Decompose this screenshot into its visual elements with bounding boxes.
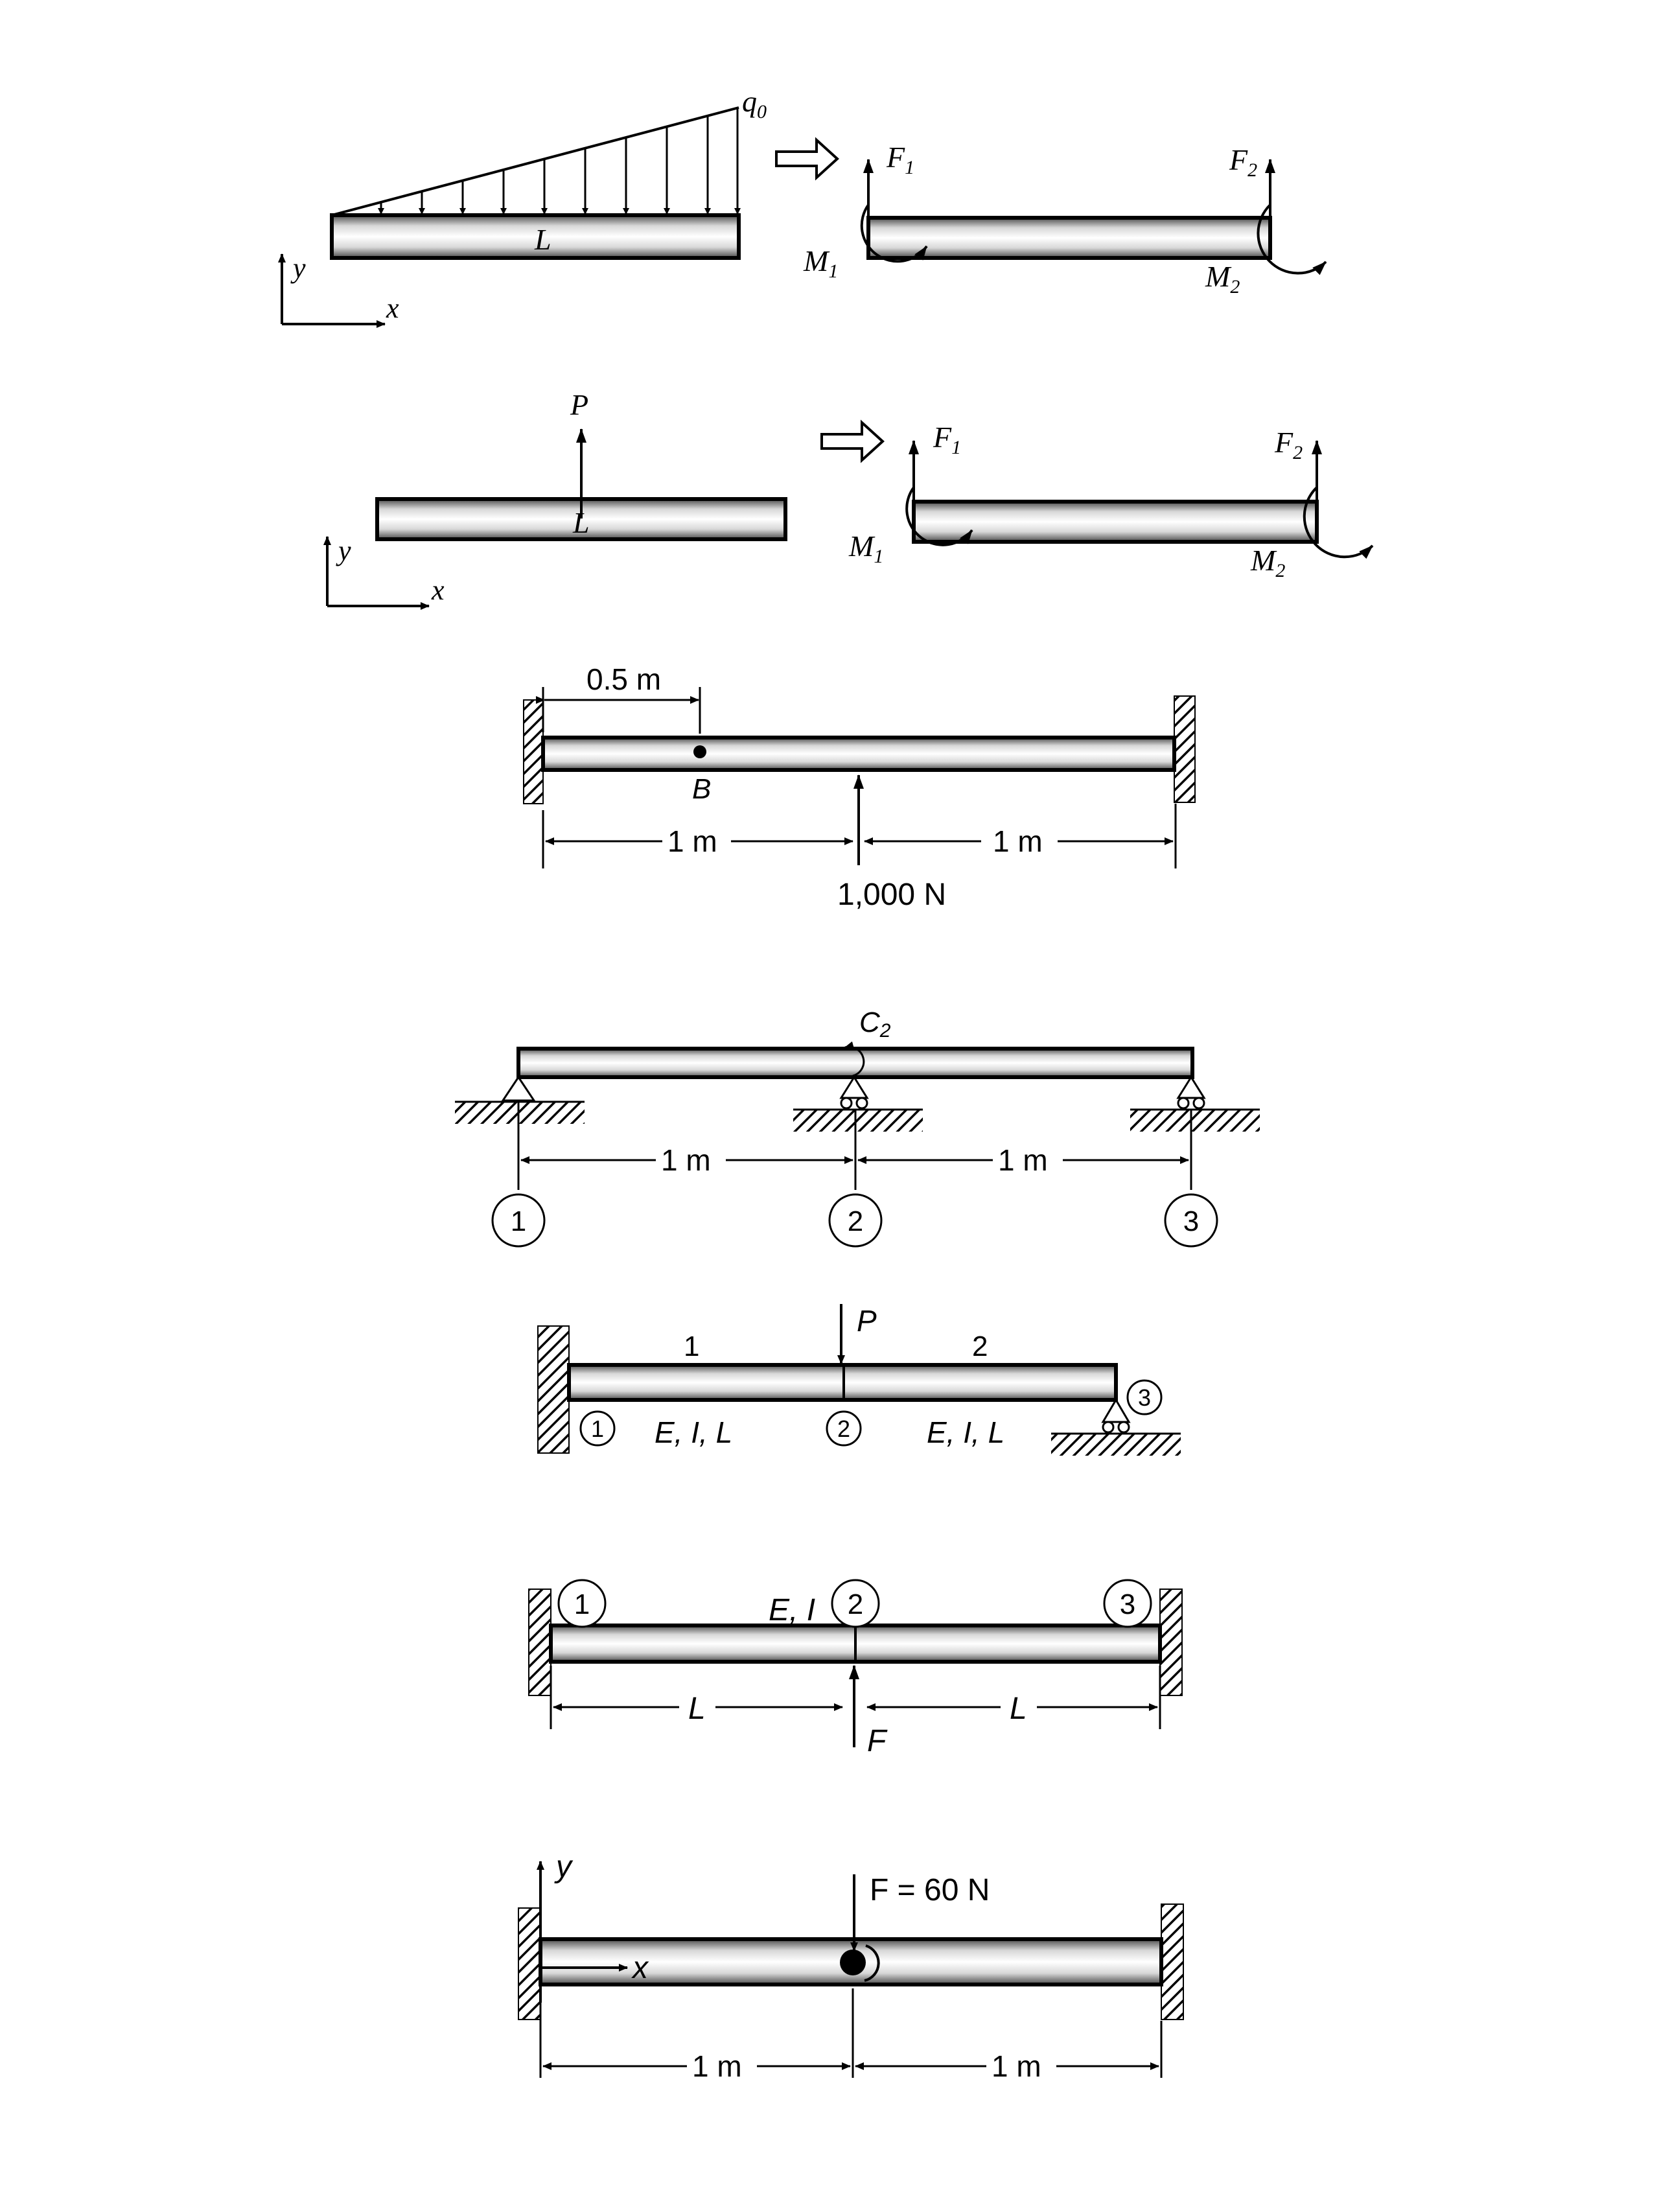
- fig4-node-1-label: 1: [510, 1205, 527, 1237]
- fig3-offset-label: 0.5 m: [586, 662, 662, 696]
- fig5-node-2-label: 2: [837, 1415, 851, 1442]
- fig7-fixed-fixed-beam: [518, 1850, 1183, 2083]
- fig1-load-slope: [332, 108, 739, 215]
- fig2-axes: [327, 535, 445, 606]
- fig4-right-span-label: 1 m: [998, 1143, 1048, 1177]
- fig7-load-point: [840, 1950, 866, 1975]
- fig2-axis-x-label: x: [432, 574, 445, 606]
- fig3-left-span-label: 1 m: [667, 824, 717, 858]
- fig6-node-2-label: 2: [847, 1589, 864, 1620]
- fig6-right-span-label: L: [1010, 1692, 1027, 1726]
- fig2-P-label: P: [570, 388, 589, 421]
- fig4-node-2-label: 2: [847, 1205, 864, 1237]
- fig6-force-label: F: [867, 1724, 887, 1758]
- fig4-continuous-beam: [455, 1007, 1260, 1246]
- fig3-force-label: 1,000 N: [837, 878, 947, 912]
- fig3-beam: [543, 738, 1174, 770]
- fig6-node-3-label: 3: [1119, 1589, 1136, 1620]
- fig3-point-B: [693, 745, 706, 758]
- fig5-props-1-label: E, I, L: [655, 1415, 733, 1449]
- fig5-P-label: P: [857, 1304, 877, 1338]
- fig2-length-label: L: [573, 506, 590, 539]
- fig7-force-label: F = 60 N: [870, 1873, 990, 1907]
- fixed-support-hatch: [1174, 696, 1195, 802]
- fig4-node-3-label: 3: [1183, 1205, 1200, 1237]
- fig5-propped-cantilever: [538, 1304, 1181, 1456]
- fig1-q0-label: $q_0$: [742, 85, 767, 122]
- roller-support-icon: [1130, 1077, 1260, 1132]
- fig2-F2-label: $F_2$: [1275, 426, 1303, 463]
- double-arrow-icon: [822, 423, 883, 460]
- fixed-support-hatch: [524, 700, 543, 804]
- fig7-right-span-label: 1 m: [992, 2049, 1041, 2083]
- fig1-F1-label: $F_1$: [887, 141, 915, 178]
- fig2-point-load-beam: [327, 388, 1373, 606]
- fig2-M1-label: $M_1$: [849, 530, 884, 567]
- fig5-props-2-label: E, I, L: [927, 1415, 1005, 1449]
- fig3-right-span-label: 1 m: [993, 824, 1043, 858]
- fig1-axes: [282, 252, 399, 324]
- fig7-axis-y-label: y: [556, 1850, 572, 1884]
- fig1-axis-x-label: x: [386, 292, 399, 324]
- fig4-beam: [518, 1049, 1192, 1077]
- fig1-M1-label: $M_1$: [804, 244, 839, 282]
- fixed-support-hatch: [529, 1589, 551, 1695]
- fig2-axis-y-label: y: [338, 535, 351, 566]
- fig2-fbd-beam: [914, 502, 1317, 542]
- fig7-left-span-label: 1 m: [692, 2049, 742, 2083]
- pin-support-icon: [455, 1077, 585, 1124]
- fig3-fixed-fixed-beam: [524, 662, 1195, 912]
- fixed-support-hatch: [538, 1326, 569, 1453]
- fig3-B-label: B: [692, 773, 712, 805]
- fixed-support-hatch: [1161, 1904, 1183, 2020]
- fig2-M2-label: $M_2$: [1251, 544, 1286, 581]
- fig5-node-3-label: 3: [1137, 1384, 1152, 1411]
- fig4-moment-label: C2: [859, 1007, 891, 1042]
- fig1-length-label: L: [535, 223, 551, 256]
- fig2-F1-label: $F_1$: [933, 421, 962, 458]
- fig5-element-1-label: 1: [684, 1331, 700, 1362]
- fig5-element-2-label: 2: [972, 1331, 988, 1362]
- fig6-props-label: E, I: [769, 1593, 816, 1627]
- fixed-support-hatch: [1160, 1589, 1182, 1695]
- fig1-M2-label: $M_2$: [1205, 260, 1240, 297]
- fig1-axis-y-label: y: [293, 252, 306, 284]
- fig1-F2-label: $F_2$: [1229, 143, 1258, 181]
- fixed-support-hatch: [518, 1908, 540, 2020]
- fig6-fixed-fixed-beam: [529, 1580, 1182, 1758]
- double-arrow-icon: [776, 140, 837, 178]
- fig4-left-span-label: 1 m: [661, 1143, 711, 1177]
- roller-support-icon: [1051, 1400, 1181, 1456]
- fig1-distributed-load-beam: [282, 85, 1326, 324]
- fig1-fbd-beam: [868, 218, 1270, 258]
- fig7-axis-x-label: x: [632, 1951, 648, 1985]
- roller-support-icon: [793, 1077, 923, 1132]
- fig6-node-1-label: 1: [574, 1589, 590, 1620]
- fig1-load-arrows: [381, 108, 737, 214]
- fig5-node-1-label: 1: [590, 1415, 605, 1442]
- fig6-left-span-label: L: [688, 1692, 706, 1726]
